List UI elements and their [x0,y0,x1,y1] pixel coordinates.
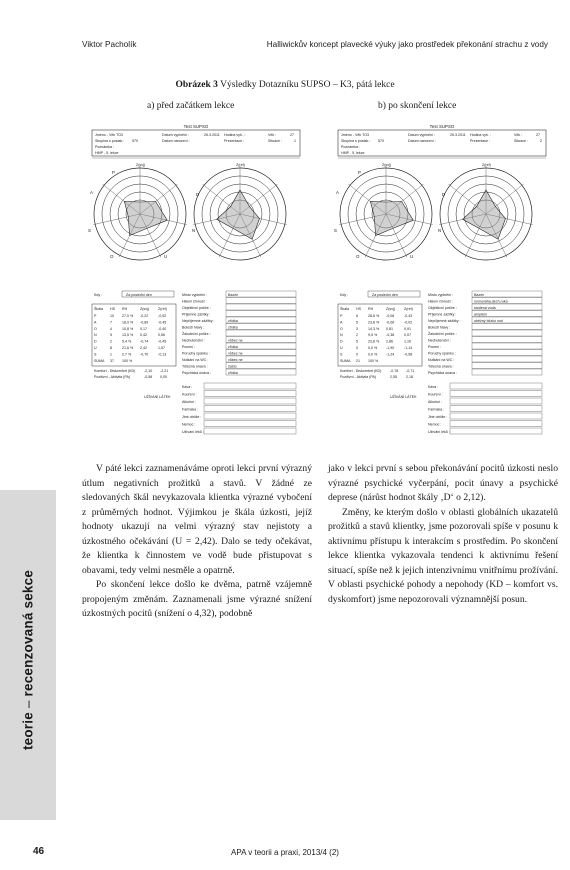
table-cell: 1 [110,352,112,357]
table-cell: -0,22 [140,314,149,318]
axis-label-p: P [358,170,361,175]
info-value: Bazén [228,293,239,297]
table-header: Škála [94,307,103,311]
author-name: Viktor Pacholík [82,40,137,49]
table-cell: -0,08 [386,314,395,318]
table-cell: A [94,320,97,325]
kdy-label: Kdy : [340,293,349,297]
sidebar-dash: – [20,700,36,709]
field-born: Datum narození : [408,139,436,143]
field-sit: Situace : [268,139,282,143]
field-hour: Hodina vyš. : [224,133,245,137]
kdy-label: Kdy : [94,293,103,297]
table-cell: 5 [110,333,112,338]
info-value: rovnováha,dech,ruka [474,299,508,304]
uzivani-label: UŽÍVÁNÍ LÁTEK [144,395,171,399]
table-header: Z(svj) [140,307,149,311]
figure-caption-text: Výsledky Dotazníku SUPSO – K3, pátá lekce [220,80,395,90]
info-label: Žaludeční potíže : [182,332,211,336]
table-cell: SUMA [94,358,105,363]
info-label: Objektivní potíže : [182,306,211,310]
field-name: Jméno - Věk TO3 [95,133,124,137]
paragraph: V páté lekci zaznamenáváme oproti lekci první výrazný útlum negativních prožitků a stavů. V žádné ze sledovaných škál nevykazovala klientka výrazné vybočení z průměrných hodnot. Výjimkou je škála úzkosti, jejíž hodnoty ukazují na velmi výrazný stav nejistoty a úzkostného očekávání (U = 2,42). Dalo se tedy očekávat, že klientka k činnostem ve vodě bude přistupovat s obavami, tedy velmi nesměle a opatrně. [82,463,312,576]
substance-label: Užívání léků : [428,430,450,434]
info-box [472,363,542,369]
info-label: Objektivní potíže : [428,306,457,310]
panel-b-label: b) po skončení lekce [378,101,457,111]
table-cell: D [94,339,97,344]
info-box [472,324,542,330]
table-cell: 0,91 [404,326,411,331]
table-cell: 0,0 % [368,352,378,357]
table-cell: 100 % [122,358,133,363]
sidebar-word-1: teorie [20,712,36,751]
info-value: zřídka [228,325,238,330]
axis-label-n: N [192,228,196,233]
axis-label-n: N [438,228,442,233]
substance-label: Kouření : [428,392,443,397]
substance-label: Káva : [182,385,193,389]
info-value: zřídka [228,371,238,375]
aktivita-label: Pozitivní - Aktivita (PA) [94,375,131,379]
sheet-title: Test SUPSO [183,124,209,129]
age-value: 27 [290,133,294,137]
info-label: Nepříjemné zážitky : [428,319,461,323]
table-cell: 4 [110,326,112,331]
paragraph: Změny, ke kterým došlo v oblasti globálních ukazatelů prožitků a stavů klientky, jsme pozorovali spíše v posunu k aktivnímu přístupu k interakcím s prostředím. Po skončení lekce klientka vykazovala tendenci k aktivnímu řešení situací, spíše než k jejich intenzivnímu vnitřnímu prožívání. V oblasti psychické pohody a nepohody (KD – komfort vs. dyskomfort) jsme nepozorovali významnější posun. [328,506,558,605]
supso-sheet-b-graphic [328,120,556,440]
info-box [472,369,542,375]
table-cell: P [340,314,343,318]
info-value: často [228,364,237,369]
table-header: Škála [340,307,349,311]
table-cell: 1,57 [158,346,165,350]
field-date: Datum vyplnění : [162,133,189,137]
info-label: Poruchy spánku : [428,351,456,356]
info-box [472,343,542,349]
table-cell: 0,56 [158,333,165,338]
table-cell: -0,38 [386,333,395,338]
table-cell: 5,4 % [122,339,132,344]
axis-label-o: O [356,254,360,259]
axis-label-a: A [336,190,339,195]
field-sit: Situace : [514,139,528,143]
table-cell: 21,6 % [122,346,134,350]
field-born: Datum narození : [162,139,190,143]
substance-box [450,406,542,412]
table-cell: O [340,326,343,331]
field-hour: Hodina vyš. : [470,133,491,137]
table-cell: -0,89 [140,320,149,325]
running-title: Halliwickův koncept plavecké výuky jako prostředek překonání strachu z vody [266,40,548,49]
substance-box [450,421,542,427]
zone-label: Z(svj) [136,163,145,167]
table-cell: 0,07 [404,333,411,338]
info-box [226,330,296,336]
info-value: zřídka [228,319,238,323]
substance-box [450,383,542,389]
table-cell: 100 % [368,358,379,363]
info-box [226,304,296,310]
table-header: Z(ref) [158,307,167,311]
text-column-right [328,462,558,607]
table-cell: S [94,352,97,357]
field-group: Skupina s poslak.: [341,139,371,143]
pa-value: 2,18 [406,375,413,379]
age-value: 27 [536,133,540,137]
info-box [472,330,542,336]
table-cell: N [340,333,343,338]
substance-box [204,406,296,412]
field-hmp: HMP - 5. lekce [341,151,365,155]
substance-box [450,428,542,434]
panel-a-label: a) před začátkem lekce [147,101,235,111]
zone-label: Z(ref) [482,163,491,167]
field-group: Skupina s poslak.: [95,139,125,143]
table-cell: 2 [110,339,112,344]
table-cell: 6 [356,314,358,318]
info-value: vůbec ne [228,351,243,356]
table-header: HS [110,307,115,311]
info-box [226,298,296,304]
figure-caption [0,80,570,90]
info-label: Tělesná únava : [428,364,454,369]
substance-label: Užívání léků : [182,430,204,434]
substance-label: Farmaka : [428,407,445,412]
field-date: Datum vyplnění : [408,133,435,137]
table-cell: 9,5 % [368,333,378,338]
pa-value: 2,55 [390,375,397,379]
sidebar-word-2: recenzovaná sekce [20,569,36,697]
table-cell: 10 [110,314,114,318]
sit-value: 2 [540,139,542,143]
zone-label: Z(svj) [382,163,391,167]
supso-sheet-b [328,120,556,440]
info-label: Nutkání na WC : [428,358,455,362]
info-label: Bolesti hlavy : [182,325,205,330]
table-cell: 0 [356,352,358,357]
info-box [472,350,542,356]
kdy-value: Za poslední den [126,293,152,297]
axis-label-u: U [164,254,168,259]
substance-label: Farmaka : [182,407,199,412]
table-cell: 10,8 % [122,326,134,331]
table-cell: -0,40 [158,326,167,331]
group-value: 570 [132,139,138,143]
table-cell: 23,8 % [368,320,380,325]
substance-box [204,413,296,419]
table-cell: -0,45 [158,320,167,325]
supso-sheet-a [82,120,310,440]
table-cell: P [94,314,97,318]
info-value: studená voda [474,306,496,310]
table-cell: 37 [110,358,114,363]
table-cell: -0,02 [404,320,413,325]
figure-label: Obrázek 3 [175,80,218,90]
info-label: Hlavní činnost : [182,299,207,304]
table-cell: 27,0 % [122,314,134,318]
journal-footer: APA v teorii a praxi, 2013/4 (2) [231,848,339,857]
table-cell: -0,70 [140,352,149,357]
radar-chart [439,163,533,260]
table-cell: 28,6 % [368,314,380,318]
zone-label: Z(ref) [236,163,245,167]
substance-label: Káva : [428,385,439,389]
table-cell: A [340,320,343,325]
kdy-value: Za poslední den [372,293,398,297]
table-cell: 0,0 % [368,346,378,350]
section-sidebar-label [21,570,36,750]
table-cell: 1,16 [404,339,411,344]
info-label: Tělesná únava : [182,364,208,369]
info-value: amplání [474,312,487,317]
info-label: Pocení : [182,345,196,349]
profile-area [217,190,260,239]
info-label: Nechutenství : [182,338,205,343]
info-label: Pocení : [428,345,442,349]
table-cell: -1,14 [404,346,413,350]
profile-area [463,190,506,239]
table-cell: 2,86 [386,339,393,344]
field-age: Věk : [268,133,277,137]
kd-value: -2,10 [144,369,153,373]
table-cell: 23,8 % [368,339,380,344]
substance-box [450,391,542,397]
substance-label: Kouření : [182,392,197,397]
info-label: Hlavní činnost : [428,299,453,304]
table-cell: 18,9 % [122,320,134,325]
axis-label-u: U [410,254,414,259]
table-cell: 14,3 % [368,326,380,331]
substance-label: Jiné obtíže : [182,415,202,419]
table-cell: SUMA [340,358,351,363]
info-label: Nutkání na WC : [182,358,209,362]
table-cell: -0,74 [140,339,149,344]
info-label: Žaludeční potíže : [428,332,457,336]
info-label: Psychická únava : [428,371,457,375]
sit-value: 1 [294,139,296,143]
page-number: 46 [33,846,45,857]
table-cell: -0,58 [404,352,413,357]
info-box [472,356,542,362]
table-cell: 0 [356,346,358,350]
axis-label-s: S [334,228,337,233]
kd-value: -0,71 [406,369,415,373]
info-value: zřídka [228,345,238,349]
axis-label-d: D [442,192,446,197]
substance-box [204,421,296,427]
info-label: Místo vyplnění : [428,293,454,297]
table-cell: -0,45 [158,339,167,344]
aktivita-label: Pozitivní - Aktivita (PA) [340,375,377,379]
table-cell: -0,43 [404,314,413,318]
table-cell: -0,52 [158,314,167,318]
table-cell: 8 [110,346,112,350]
table-cell: -0,06 [386,320,395,325]
table-cell: -1,24 [386,352,395,357]
info-label: Poruchy spánku : [182,351,210,356]
info-label: Příjemné zážitky : [182,312,211,317]
table-cell: S [340,352,343,357]
table-cell: 0,81 [386,326,393,331]
substance-box [204,428,296,434]
info-label: Nechutenství : [428,338,451,343]
axis-label-o: O [110,254,114,259]
table-header: RH [368,307,374,311]
info-box [226,311,296,317]
table-cell: 2,7 % [122,352,132,357]
table-cell: U [94,346,97,350]
table-cell: -0,13 [158,352,167,357]
info-label: Bolesti hlavy : [428,325,451,330]
table-cell: 7 [110,320,112,325]
substance-box [204,398,296,404]
info-box [472,337,542,343]
substance-box [450,413,542,419]
substance-label: Nemoc : [182,422,196,427]
table-cell: 5 [356,339,358,344]
kd-value: -0,78 [390,369,399,373]
info-label: Psychická únava : [182,371,211,375]
table-cell: 21 [356,358,360,363]
table-cell: 5 [356,320,358,325]
substance-box [204,391,296,397]
substance-label: Alkohol : [182,400,196,404]
axis-label-p: P [112,170,115,175]
substance-label: Jiné obtíže : [428,415,448,419]
pa-value: -0,58 [144,375,153,379]
paragraph: Po skončení lekce došlo ke dvěma, patrně vzájemně propojeným změnám. Zaznamenali jsme výrazné snížení úzkostných pocitů (snížení o 4,32), podobně [82,579,312,620]
date-value: 26.3.2011 [204,133,220,137]
info-value: oběžný blízko vod [474,319,503,323]
kd-value: -2,21 [160,369,169,373]
radar-chart [339,163,433,260]
table-cell: U [340,346,343,350]
substance-label: Alkohol : [428,400,442,404]
axis-label-a: A [90,190,93,195]
table-header: Z(ref) [404,307,413,311]
komfort-label: Komfort - Diskomfort (KD) [340,369,382,373]
table-cell: 2 [356,333,358,338]
info-label: Místo vyplnění : [182,293,208,297]
table-cell: N [94,333,97,338]
table-cell: 0,17 [140,326,147,331]
table-cell: 2,42 [140,346,147,350]
table-cell: O [94,326,97,331]
substance-box [450,398,542,404]
table-cell: -1,90 [386,346,395,350]
uzivani-label: UŽÍVÁNÍ LÁTEK [390,395,417,399]
substance-label: Nemoc : [428,422,442,427]
info-value: vůbec ne [228,358,243,362]
radar-chart [93,163,187,260]
table-header: RH [122,307,128,311]
info-label: Příjemné zážitky : [428,312,457,317]
info-label: Nepříjemné zážitky : [182,319,215,323]
table-cell: D [340,339,343,344]
komfort-label: Komfort - Diskomfort (KD) [94,369,136,373]
group-value: 570 [378,139,384,143]
table-cell: 0,42 [140,333,147,338]
field-pres: Prezentace : [470,139,491,143]
radar-chart [193,163,287,260]
table-cell: 3 [356,326,358,331]
info-value: Bazén [474,293,485,297]
substance-box [204,383,296,389]
table-header: Z(svj) [386,307,395,311]
field-note: Poznámka : [341,145,360,149]
field-hmp: HMP - 5. lekce [95,151,119,155]
table-cell: 13,5 % [122,333,134,338]
axis-label-d: D [196,192,200,197]
date-value: 26.3.2011 [450,133,466,137]
supso-sheet-a-graphic [82,120,310,440]
pa-value: 0,00 [160,375,167,379]
field-note: Poznámka : [95,145,114,149]
table-header: HS [356,307,361,311]
sheet-title: Test SUPSO [429,124,455,129]
paragraph: jako v lekci první s sebou překonávání pocitů úzkosti neslo výrazné psychické vyčerpání, pocit únavy a psychické deprese (nárůst hodnot škály ‚D‘ o 2,12). [328,463,558,504]
field-pres: Prezentace : [224,139,245,143]
field-age: Věk : [514,133,523,137]
field-name: Jméno - Věk TO3 [341,133,370,137]
axis-label-s: S [88,228,91,233]
text-column-left [82,462,312,622]
info-value: vůbec ne [228,338,243,343]
